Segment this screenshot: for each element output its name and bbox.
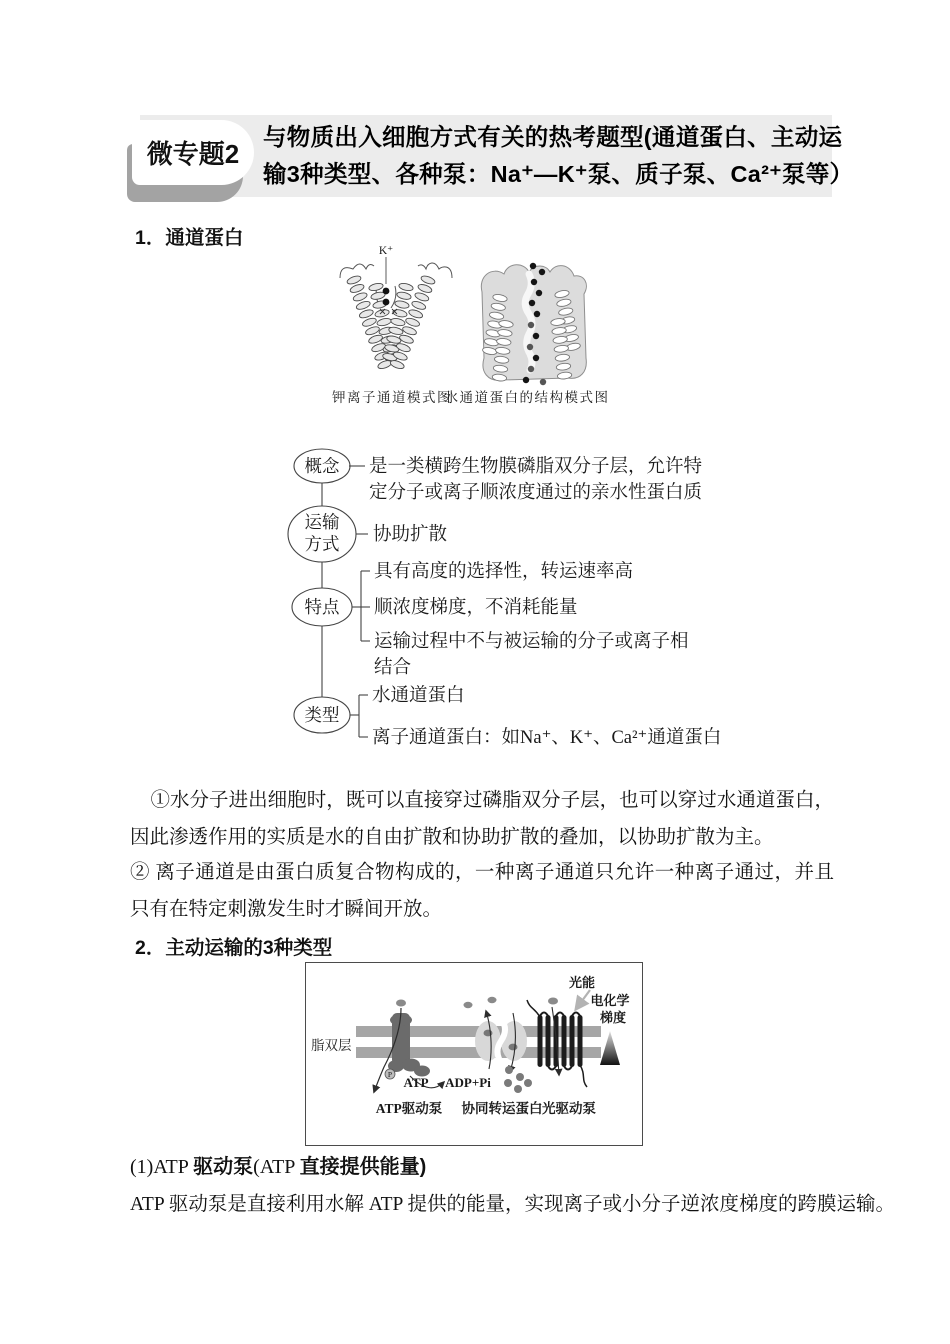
map-transport-text: 协助扩散 [373,525,448,545]
caption-water-channel: 水通道蛋白的结构模式图 [444,390,610,405]
potassium-channel-diagram [340,245,452,370]
light-energy-label: 光能 [568,975,596,990]
atp-label: ATP [403,1075,429,1090]
active-transport-figure-box [305,962,643,1146]
k-ion-label: K⁺ [378,245,394,257]
light-driven-pump [527,990,590,1087]
page-title-line2: 输3种类型、各种泵：Na⁺—K⁺泵、质子泵、Ca²⁺泵等） [263,161,854,187]
sub-heading-bold1: 驱动泵 [193,1156,254,1178]
note-1: ①水分子进出细胞时，既可以直接穿过磷脂双分子层，也可以穿过水通道蛋白，因此渗透作用的实质是水的自由扩散和协助扩散的叠加，以协助扩散为主。 [130,790,834,848]
map-node-concept: 概念 [304,456,340,476]
sub-heading-atp-pump [130,1150,426,1179]
solute-cluster [504,1066,532,1093]
water-channel-diagram [481,263,586,385]
phosphate-label: P [387,1070,393,1079]
map-type-item2: 离子通道蛋白：如Na⁺、K⁺、Ca²⁺通道蛋白 [372,728,722,748]
pump3-label: 光驱动泵 [542,1101,596,1116]
map-node-transport2: 方式 [304,534,340,554]
adp-pi-label: ADP+Pi [445,1075,491,1090]
pump2-label: 协同转运蛋白 [461,1101,543,1116]
note-2: ② 离子通道是由蛋白质复合物构成的，一种离子通道只允许一种离子通过，并且只有在特定刺激发生时才瞬间开放。 [130,862,834,920]
map-feature-item3a: 运输过程中不与被运输的分子或离子相 [374,632,689,652]
map-type-item1: 水通道蛋白 [372,686,465,706]
map-feature-item1: 具有高度的选择性，转运速率高 [374,562,634,582]
sub-heading-bold2: 直接提供能量) [299,1156,427,1178]
map-feature-item2: 顺浓度梯度，不消耗能量 [374,598,578,618]
section1-heading: 1．通道蛋白 [135,227,244,249]
map-node-transport1: 运输 [304,512,340,532]
gradient-triangle [600,1031,620,1065]
caption-potassium-channel: 钾离子通道模式图 [332,390,452,405]
channel-protein-concept-map [285,437,755,767]
sub-heading-mid: (ATP [253,1156,300,1178]
pump1-label: ATP驱动泵 [375,1101,443,1116]
sub-heading-pre: (1)ATP [130,1156,194,1178]
atp-pump-description: ATP 驱动泵是直接利用水解 ATP 提供的能量，实现离子或小分子逆浓度梯度的跨膜运输。 [130,1194,896,1215]
gradient-label-1: 电化学 [590,993,630,1008]
map-concept-text1: 是一类横跨生物膜磷脂双分子层，允许特 [369,457,703,477]
map-node-features: 特点 [304,597,340,617]
map-concept-text2: 定分子或离子顺浓度通过的亲水性蛋白质 [369,483,703,503]
topic-badge: 微专题2 [132,120,254,185]
lipid-bilayer-label: 脂双层 [311,1038,352,1053]
channel-protein-figure [330,240,620,408]
map-feature-item3b: 结合 [374,658,412,678]
active-transport-figure [306,963,641,1144]
header-banner [127,112,854,208]
gradient-label-2: 梯度 [599,1010,627,1025]
map-node-types: 类型 [304,705,340,725]
section2-heading: 2．主动运输的3种类型 [135,937,333,959]
page-title-line1: 与物质出入细胞方式有关的热考题型(通道蛋白、主动运 [263,124,843,150]
